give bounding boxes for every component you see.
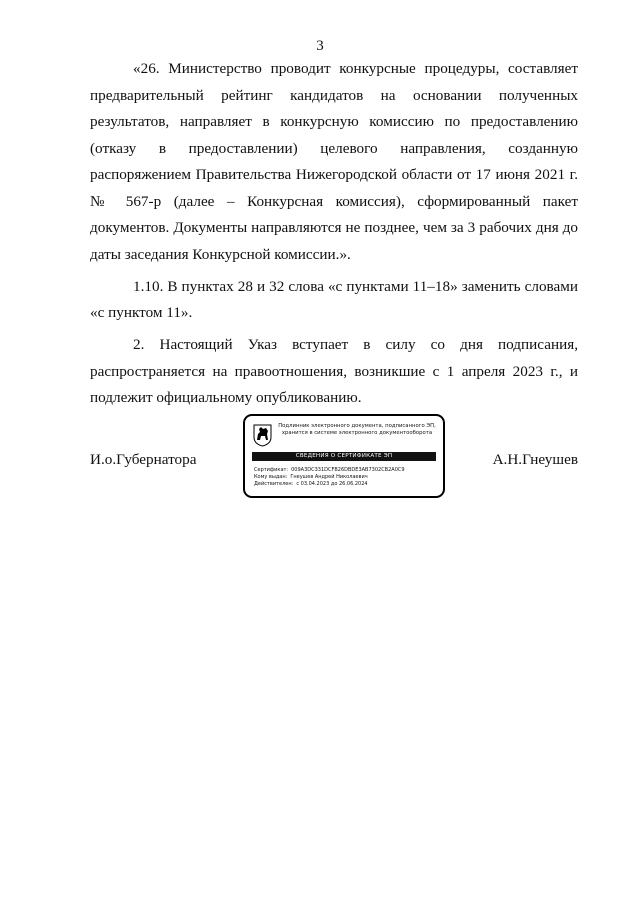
signatory-name: А.Н.Гнеушев (492, 451, 578, 468)
validity-value: с 03.04.2023 до 26.06.2024 (296, 481, 368, 487)
signatory-position: И.о.Губернатора (90, 451, 197, 468)
validity-row (254, 481, 440, 488)
coat-of-arms-icon (253, 424, 272, 447)
issued-to-value: Гнеушев Андрей Николаевич (290, 474, 368, 480)
issued-to-label: Кому выдан: (254, 474, 288, 480)
certificate-row (254, 467, 440, 474)
issued-to-row (254, 474, 440, 481)
paragraph-item-1-10: 1.10. В пунктах 28 и 32 слова «с пунктами 11–18» заменить словами «с пунктом 11». (90, 277, 578, 321)
document-body (90, 56, 578, 417)
paragraph-item-26: «26. Министерство проводит конкурсные процедуры, составляет предварительный рейтинг кандидатов на основании полученных результатов, направляет в конкурсную комиссию по предоставлению (отказу в предоставлении) целевого направления, созданную распоряжением Правительства Нижегородской области от 17 июня 2021 г. № 567-р (далее – Конкурсная комиссия), сформированный пакет документов. Документы направляются не позднее, чем за 3 рабочих дня до даты заседания Конкурсной комиссии.». (90, 60, 578, 263)
certificate-details (254, 467, 440, 488)
validity-label: Действителен: (254, 481, 294, 487)
electronic-signature-stamp (243, 414, 445, 498)
page-number: 3 (316, 38, 324, 54)
stamp-header-line: Подлинник электронного документа, подписанного ЭП, (278, 423, 436, 429)
stamp-header-line: хранится в системе электронного документооборота (281, 430, 433, 436)
stamp-title-bar: СВЕДЕНИЯ О СЕРТИФИКАТЕ ЭП (252, 452, 436, 461)
stamp-header (275, 423, 439, 437)
certificate-value: 009A3DC331DCFB26DBDE3AB7302CB2A0C9 (291, 467, 405, 473)
paragraph-item-2: 2. Настоящий Указ вступает в силу со дня подписания, распространяется на правоотношения, возникшие с 1 апреля 2023 г., и подлежит официальному опубликованию. (90, 336, 578, 406)
certificate-label: Сертификат: (254, 467, 289, 473)
